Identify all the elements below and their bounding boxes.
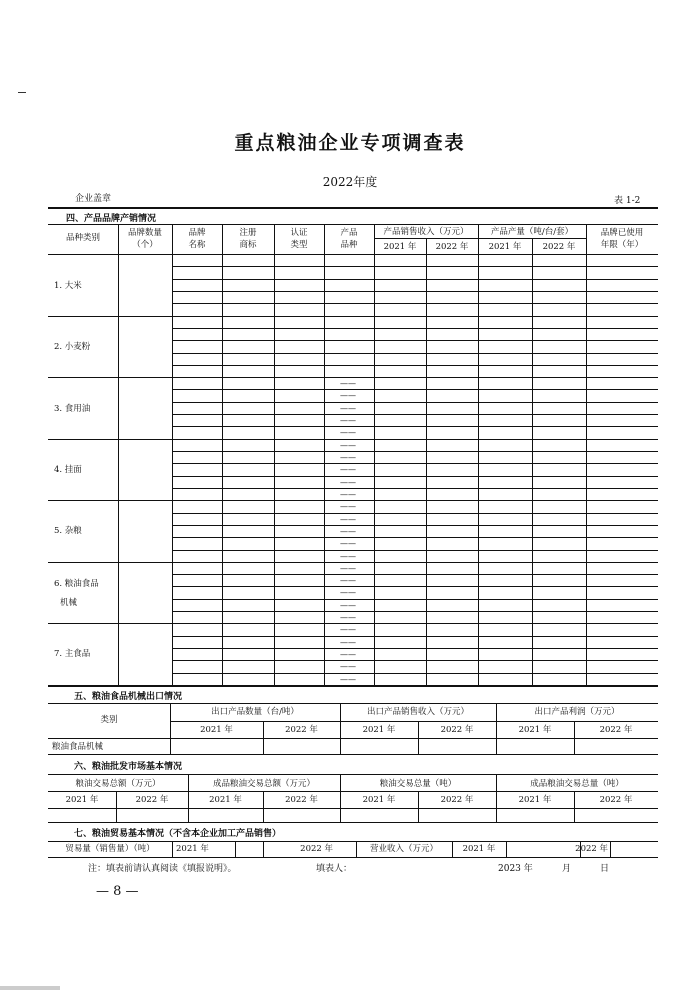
grid-line: [172, 574, 658, 575]
s6-year: 2021 年: [518, 795, 552, 805]
product-dash: ——: [340, 428, 356, 437]
product-dash: ——: [340, 527, 356, 536]
grid-line: [478, 224, 479, 685]
s5-category-label: 类别: [100, 715, 118, 725]
grid-line: [172, 463, 658, 464]
header-brand-name: 品牌 名称: [188, 228, 206, 250]
grid-line: [172, 365, 658, 366]
category-edible-oil: 3. 食用油: [54, 404, 91, 414]
grid-line: [172, 586, 658, 587]
grid-line: [172, 414, 658, 415]
grid-line: [48, 500, 658, 501]
scan-mark: [18, 92, 26, 93]
s6-trade-volume: 粮油交易总量（吨）: [379, 779, 457, 789]
product-dash: ——: [340, 502, 356, 511]
product-dash: ——: [340, 564, 356, 573]
product-dash: ——: [340, 650, 356, 659]
s5-year: 2022 年: [599, 725, 633, 735]
footer-year: 2023 年: [498, 864, 533, 874]
product-dash: ——: [340, 539, 356, 548]
category-coarse-grains: 5. 杂粮: [54, 526, 82, 536]
product-dash: ——: [340, 601, 356, 610]
product-dash: ——: [340, 625, 356, 634]
grid-line: [172, 648, 658, 649]
product-dash: ——: [340, 576, 356, 585]
header-sales-2021: 2021 年: [383, 242, 417, 252]
grid-line: [172, 488, 658, 489]
grid-line: [172, 599, 658, 600]
category-noodles: 4. 挂面: [54, 465, 82, 475]
product-dash: ——: [340, 662, 356, 671]
grid-line: [118, 224, 119, 685]
section4-heading: 四、产品品牌产销情况: [66, 214, 157, 224]
header-trademark: 注册 商标: [239, 228, 257, 250]
s6-year: 2022 年: [285, 795, 318, 805]
s6-finished-trade-volume: 成品粮油交易总量（吨）: [530, 779, 624, 789]
table-number: 表 1-2: [614, 196, 641, 206]
header-output-2022: 2022 年: [542, 242, 576, 252]
grid-line: [222, 224, 223, 685]
report-year: 2022年度: [322, 175, 378, 189]
filler-label: 填表人：: [316, 864, 353, 874]
header-sales: 产品销售收入（万元）: [383, 227, 469, 237]
grid-line: [172, 537, 658, 538]
s6-year: 2021 年: [65, 795, 99, 805]
category-wheat-flour: 2. 小麦粉: [54, 342, 91, 352]
product-dash: ——: [340, 515, 356, 524]
seal-label: 企业盖章: [75, 194, 112, 204]
s6-year: 2021 年: [362, 795, 396, 805]
s7-year: 2021 年: [176, 844, 209, 854]
page-title: 重点粮油企业专项调查表: [234, 132, 466, 154]
s7-revenue: 营业收入（万元）: [369, 844, 438, 854]
grid-line: [586, 224, 587, 685]
product-dash: ——: [340, 613, 356, 622]
s6-trade-total: 粮油交易总额（万元）: [75, 779, 161, 789]
grid-line: [48, 439, 658, 440]
product-dash: ——: [340, 638, 356, 647]
rule: [48, 857, 658, 858]
product-dash: ——: [340, 552, 356, 561]
product-dash: ——: [340, 453, 356, 462]
grid-line: [172, 279, 658, 280]
s7-year: 2021 年: [462, 844, 496, 854]
grid-line: [274, 224, 275, 685]
rule: [48, 207, 658, 209]
section7-heading: 七、粮油贸易基本情况（不含本企业加工产品销售）: [74, 829, 282, 839]
s5-year: 2021 年: [518, 725, 552, 735]
rule: [48, 774, 658, 775]
grid-line: [172, 402, 658, 403]
grid-line: [172, 451, 658, 452]
product-dash: ——: [340, 490, 356, 499]
s6-finished-trade-total: 成品粮油交易总额（万元）: [212, 779, 315, 789]
product-dash: ——: [340, 588, 356, 597]
header-output-2021: 2021 年: [488, 242, 522, 252]
category-food-machinery-line2: 机械: [60, 598, 78, 608]
grid-line: [172, 673, 658, 674]
section5-heading: 五、粮油食品机械出口情况: [74, 692, 183, 702]
grid-line: [324, 224, 325, 685]
grid-line: [48, 377, 658, 378]
rule: [48, 808, 658, 809]
header-variety: 品种类别: [65, 233, 100, 243]
product-dash: ——: [340, 675, 356, 684]
rule: [48, 754, 658, 755]
grid-line: [172, 426, 658, 427]
rule: [48, 738, 658, 739]
rule: [170, 721, 658, 722]
grid-line: [48, 316, 658, 317]
s5-export-qty: 出口产品数量（台/吨）: [211, 707, 299, 717]
product-dash: ——: [340, 379, 356, 388]
grid-line: [172, 303, 658, 304]
rule: [48, 703, 658, 704]
footer-month: 月: [562, 864, 572, 874]
grid-line: [172, 266, 658, 267]
product-dash: ——: [340, 478, 356, 487]
grid-line: [172, 525, 658, 526]
grid-line: [532, 238, 533, 685]
rule: [48, 685, 658, 687]
grid-line: [172, 389, 658, 390]
product-dash: ——: [340, 465, 356, 474]
header-certification: 认证 类型: [290, 228, 308, 250]
rule: [48, 791, 658, 792]
footer-day: 日: [600, 864, 610, 874]
s5-export-sales: 出口产品销售收入（万元）: [366, 707, 469, 717]
category-staple-food: 7. 主食品: [54, 649, 91, 659]
s5-year: 2021 年: [200, 725, 233, 735]
s6-year: 2022 年: [440, 795, 474, 805]
scan-strip: [0, 986, 60, 990]
product-dash: ——: [340, 391, 356, 400]
grid-line: [172, 328, 658, 329]
header-output: 产品产量（吨/台/套）: [490, 227, 574, 237]
category-food-machinery: 6. 粮油食品: [54, 579, 99, 589]
section6-heading: 六、粮油批发市场基本情况: [74, 762, 183, 772]
grid-line: [48, 623, 658, 624]
rule: [48, 822, 658, 823]
header-years-used: 品牌已使用 年限（年）: [600, 228, 644, 250]
header-brand-count: 品牌数量 （个）: [127, 228, 162, 250]
product-dash: ——: [340, 416, 356, 425]
grid-line: [374, 238, 586, 239]
grid-line: [172, 513, 658, 514]
s6-year: 2021 年: [209, 795, 242, 805]
s5-year: 2022 年: [440, 725, 474, 735]
page-number: — 8 —: [96, 884, 139, 899]
grid-line: [48, 254, 658, 255]
header-product: 产品 品种: [340, 228, 358, 250]
s6-year: 2022 年: [135, 795, 169, 805]
grid-line: [426, 238, 427, 685]
product-dash: ——: [340, 441, 356, 450]
grid-line: [172, 476, 658, 477]
product-dash: ——: [340, 404, 356, 413]
grid-line: [172, 353, 658, 354]
rule: [48, 224, 658, 225]
grid-line: [172, 340, 658, 341]
grid-line: [374, 224, 375, 685]
grid-line: [172, 224, 173, 685]
rule: [48, 841, 658, 842]
grid-line: [172, 660, 658, 661]
grid-line: [172, 291, 658, 292]
s7-year: 2022 年: [575, 844, 608, 854]
s7-trade-volume: 贸易量（销售量）（吨）: [65, 844, 155, 854]
footer-note: 注：填表前请认真阅读《填报说明》。: [88, 864, 237, 874]
s5-export-profit: 出口产品利润（万元）: [534, 707, 620, 717]
grid-line: [172, 636, 658, 637]
grid-line: [48, 562, 658, 563]
s5-year: 2022 年: [285, 725, 318, 735]
category-rice: 1. 大米: [54, 281, 82, 291]
s5-row-machinery: 粮油食品机械: [52, 742, 104, 752]
s7-year: 2022 年: [300, 844, 333, 854]
s5-year: 2021 年: [362, 725, 396, 735]
header-sales-2022: 2022 年: [435, 242, 469, 252]
grid-line: [172, 550, 658, 551]
grid-line: [172, 611, 658, 612]
s6-year: 2022 年: [599, 795, 633, 805]
